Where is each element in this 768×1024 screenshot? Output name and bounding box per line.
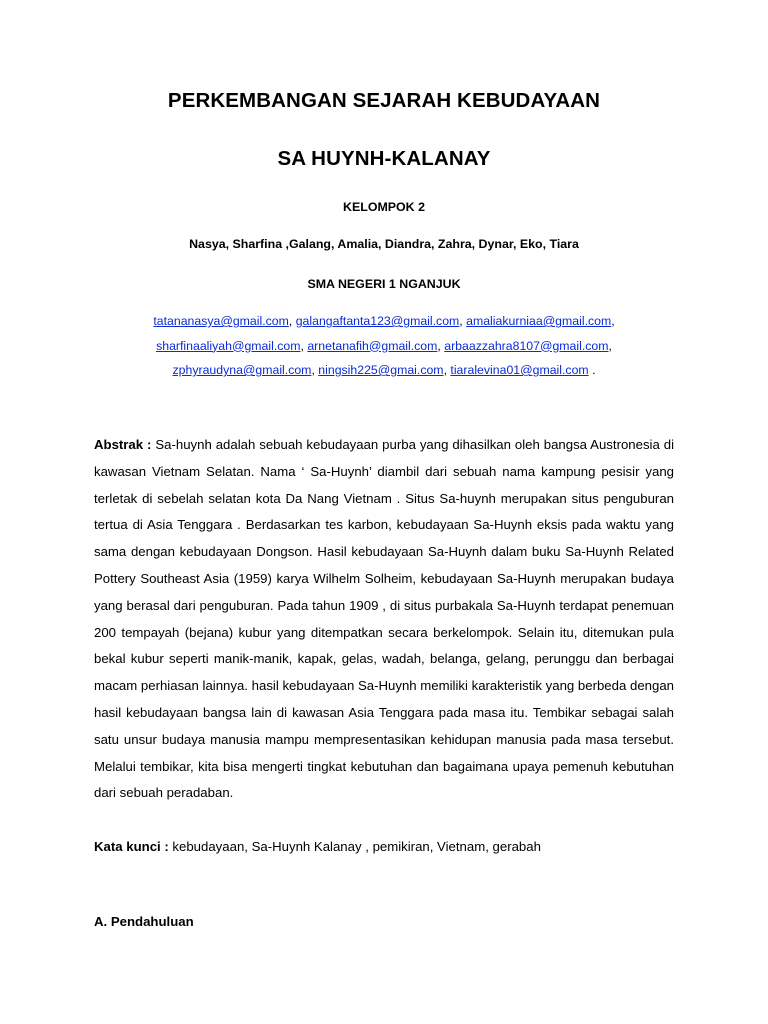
- email-link[interactable]: arnetanafih@gmail.com: [307, 338, 438, 353]
- group-label: KELOMPOK 2: [343, 200, 425, 214]
- abstract-paragraph: [94, 432, 674, 807]
- keywords-paragraph: [94, 834, 674, 860]
- abstract-label: Abstrak :: [94, 437, 152, 452]
- email-link[interactable]: arbaazzahra8107@gmail.com: [444, 338, 609, 353]
- email-link[interactable]: sharfinaaliyah@gmail.com: [156, 338, 301, 353]
- email-link[interactable]: galangaftanta123@gmail.com: [295, 314, 460, 328]
- section-heading: A. Pendahuluan: [94, 914, 194, 929]
- email-link[interactable]: amaliakurniaa@gmail.com: [466, 314, 612, 328]
- email-link[interactable]: ningsih225@gmai.com: [318, 363, 444, 377]
- abstract-text: Sa-huynh adalah sebuah kebudayaan purba yang dihasilkan oleh bangsa Austronesia di kawasan Vietnam Selatan. Nama ‘ Sa-Huynh’ diambil dari sebuah nama kampung pesisir yang terletak di sebelah selatan kota Da Nang Vietnam . Situs Sa-huynh merupakan situs penguburan tertua di Asia Tenggara . Berdasarkan tes karbon, kebudayaan Sa-Huynh eksis pada waktu yang sama dengan kebudayaan Dongson. Hasil kebudayaan Sa-Huynh dalam buku Sa-Huynh Related Pottery Southeast Asia (1959) karya Wilhelm Solheim, kebudayaan Sa-Huynh merupakan budaya yang berasal dari penguburan. Pada tahun 1909 , di situs purbakala Sa-Huynh terdapat penemuan 200 tempayah (bejana) kubur yang ditempatkan secara berkelompok. Selain itu, ditemukan pula bekal kubur seperti manik-manik, kapak, gelas, wadah, belanga, gelang, perunggu dan berbagai macam perhiasan lainnya. hasil kebudayaan Sa-Huynh memiliki karakteristik yang berbeda dengan hasil kebudayaan bangsa lain di kawasan Asia Tenggara pada masa itu. Tembikar sebagai salah satu unsur budaya manusia mampu mempresentasikan kehidupan manusia pada masa tersebut. Melalui tembikar, kita bisa mengerti tingkat kebutuhan dan bagaimana upaya pemenuh kebutuhan dari sebuah peradaban.: [94, 437, 674, 801]
- document-title: PERKEMBANGAN SEJARAH KEBUDAYAAN: [167, 89, 601, 112]
- keywords-label: Kata kunci :: [94, 839, 169, 854]
- document-subtitle: SA HUYNH-KALANAY: [277, 147, 491, 170]
- keywords-text: kebudayaan, Sa-Huynh Kalanay , pemikiran, Vietnam, gerabah: [172, 839, 541, 854]
- email-link[interactable]: zphyraudyna@gmail.com: [172, 363, 312, 377]
- email-row: zphyraudyna@gmail.com, ningsih225@gmai.com, tiaralevina01@gmail.com .: [172, 363, 596, 377]
- email-list: [0, 309, 768, 383]
- email-link[interactable]: tiaralevina01@gmail.com: [450, 363, 589, 377]
- email-link[interactable]: tatananasya@gmail.com: [153, 314, 289, 328]
- email-row: sharfinaaliyah@gmail.com, arnetanafih@gmail.com, arbaazzahra8107@gmail.com,: [156, 338, 612, 353]
- school-name: SMA NEGERI 1 NGANJUK: [307, 277, 461, 291]
- email-row: tatananasya@gmail.com, galangaftanta123@gmail.com, amaliakurniaa@gmail.com,: [153, 314, 615, 328]
- author-list: Nasya, Sharfina ,Galang, Amalia, Diandra, Zahra, Dynar, Eko, Tiara: [189, 237, 579, 251]
